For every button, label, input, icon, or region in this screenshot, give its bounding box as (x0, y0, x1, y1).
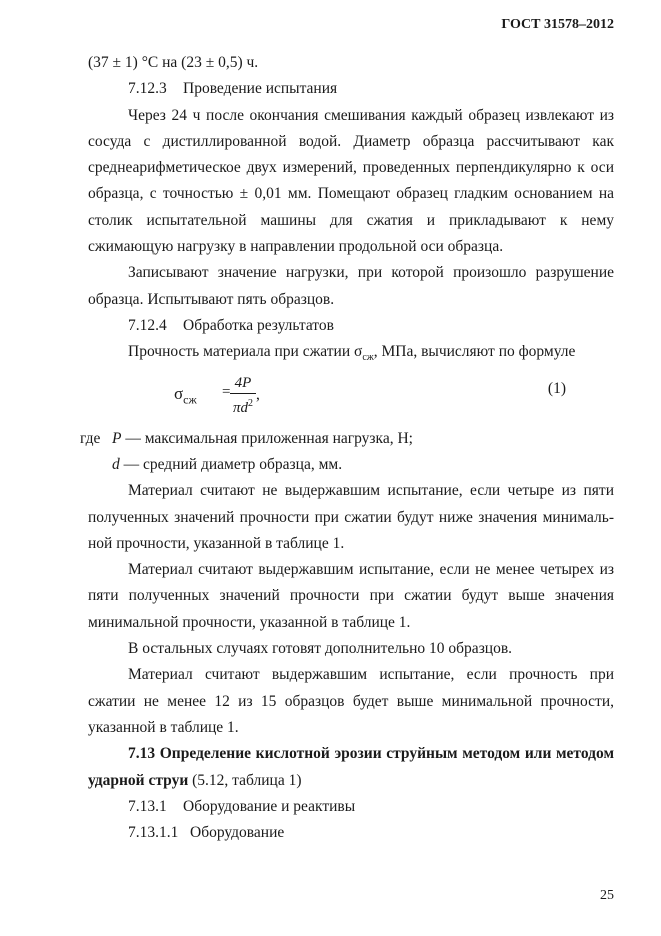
section-number: 7.13.1.1 (128, 824, 179, 842)
section-number: 7.12.4 (128, 316, 167, 334)
section-number: 7.12.3 (128, 80, 167, 98)
variable-d: d (112, 455, 120, 473)
section-heading-7-13: 7.13 Определение кислотной эрозии струйным методом или методом ударной струи (5.12, таблица 1) (88, 745, 614, 789)
document-header: ГОСТ 31578–2012 (501, 17, 614, 32)
formula-1 (88, 374, 614, 426)
formula-fraction (230, 374, 256, 417)
where-line-d: d — средний диаметр образца, мм. (112, 455, 343, 473)
section-number: 7.13.1 (128, 797, 167, 815)
text-line: (37 ± 1) °С на (23 ± 0,5) ч. (88, 54, 259, 71)
section-heading-7-13-1 (88, 794, 614, 820)
section-title: Оборудование и реактивы (183, 797, 356, 815)
paragraph: Прочность материала при сжатии $\sigma_{сж}$, МПа, вычисляют по формуле (128, 343, 576, 364)
formula-lhs: $\sigma_{сж}$ (174, 383, 197, 407)
paragraph: Материал считают выдержавшим испытание, если прочность при сжатии не менее 12 из 15 образцов будет выше минимальной прочности, указанной в таблице 1. (88, 666, 614, 736)
formula-denominator: $\pi d^2$ (232, 397, 253, 416)
fraction-bar (230, 393, 256, 394)
page-body (80, 50, 614, 846)
section-title: Оборудование (190, 824, 285, 842)
paragraph: Материал считают выдержавшим испытание, если не менее четырех из пяти полученных значений прочности при сжатии будут выше значения минимальной прочности, указанной в таблице 1. (88, 561, 614, 631)
formula-numerator: 4P (234, 374, 252, 391)
section-title-bold: 7.13 Определение кислотной эрозии струйным методом или методом ударной струи (88, 745, 614, 789)
formula-comma: , (256, 385, 260, 403)
paragraph: В остальных случаях готовят дополнительно 10 образцов. (128, 640, 513, 658)
section-title: Обработка результатов (183, 316, 334, 334)
paragraph: Записывают значение нагрузки, при которой произошло разрушение образца. Испытывают пять образцов. (88, 264, 614, 308)
variable-p: P (111, 429, 122, 447)
paragraph: Через 24 ч после окончания смешивания каждый образец извлекают из сосуда с дистиллированной водой. Диаметр образца рассчитывают как среднеарифметическое двух измерений, проведенных перпендикулярно к оси образца, с точностью ± 0,01 мм. Помещают образец гладким основанием на столик испытательной машины для сжатия и прикладывают к нему сжимающую нагрузку в направлении продольной оси образца. (88, 106, 614, 256)
where-line-p: где P — максимальная приложенная нагрузка, Н; (80, 429, 413, 447)
section-heading-7-12-3 (88, 76, 614, 102)
formula-number: (1) (547, 379, 566, 397)
paragraph: Материал считают не выдержавшим испытание, если четыре из пяти полученных значений прочности при сжатии будут ниже значения минималь-ной прочности, указанной в таблице 1. (88, 482, 614, 552)
section-title: Проведение испытания (183, 80, 338, 98)
page-number: 25 (600, 888, 614, 903)
formula-equals: = (222, 383, 231, 400)
section-heading-7-13-1-1 (88, 820, 614, 846)
section-heading-7-12-4 (88, 313, 614, 339)
